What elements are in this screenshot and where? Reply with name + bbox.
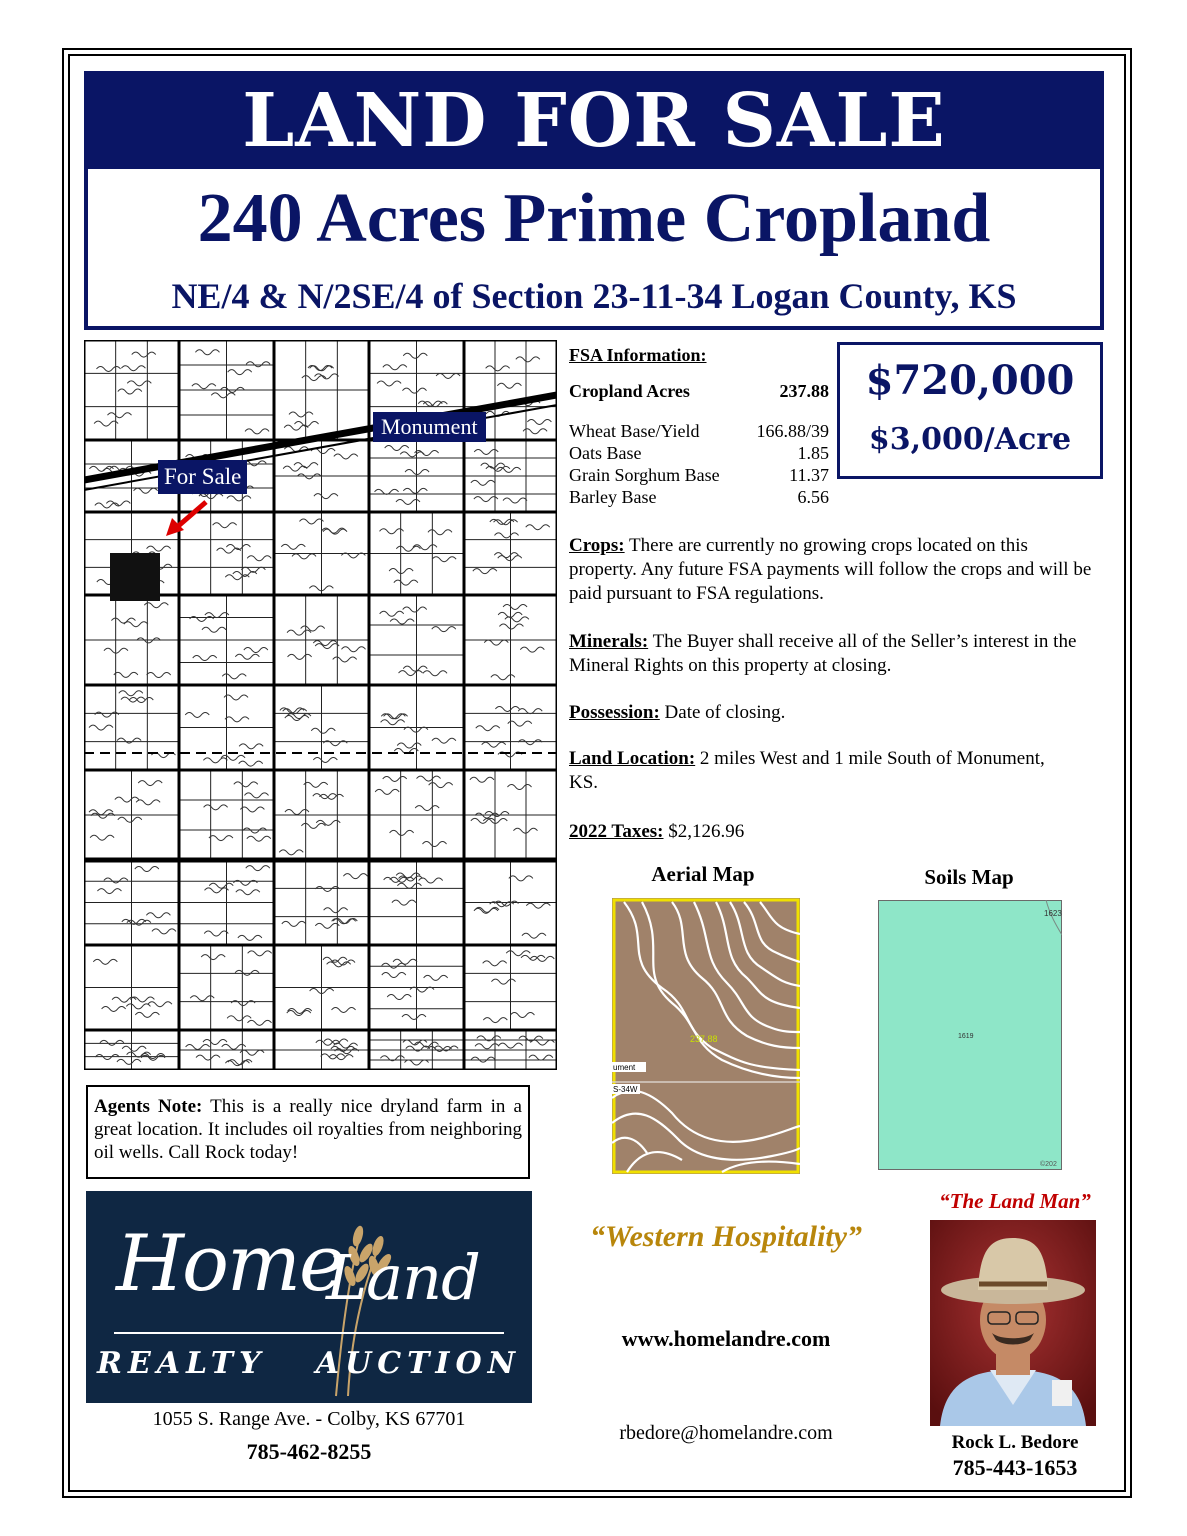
aerial-acres-label: 237.88 [690,1034,718,1044]
legal-description: NE/4 & N/2SE/4 of Section 23-11-34 Logan County, KS [171,276,1017,316]
taxes-paragraph [569,820,1099,844]
location-paragraph [569,747,1069,795]
for-sale-arrow-icon [162,498,212,545]
company-address: 1055 S. Range Ave. - Colby, KS 67701 [152,1408,466,1430]
possession-text: Date of closing. [659,702,786,723]
fsa-row [569,420,829,442]
homeland-logo [86,1191,532,1403]
minerals-text: The Buyer shall receive all of the Seller’s interest in the Mineral Rights on this property at closing. [569,631,1077,676]
possession-label: Possession: [569,702,660,723]
soils-map-image [878,900,1062,1170]
agent-phone: 785-443-1653 [952,1455,1078,1480]
aerial-monument-label: ument [613,1063,636,1072]
fsa-row-label: Grain Sorghum Base [569,465,720,485]
aerial-range-label: S-34W [613,1085,638,1094]
taxes-label: 2022 Taxes: [569,821,664,842]
logo-land: Land [326,1241,480,1314]
crops-label: Crops: [569,535,625,556]
price-box [837,342,1103,479]
soils-code: 1619 [958,1033,974,1040]
location-text: 2 miles West and 1 mile South of Monument, KS. [569,748,1045,793]
fsa-row [569,486,829,508]
banner-title: LAND FOR SALE [84,71,1104,165]
for-sale-label: For Sale [158,460,247,494]
soils-map [878,900,1062,1170]
fsa-row-value: 166.88/39 [756,421,829,441]
location-label: Land Location: [569,748,696,769]
agent-photo [930,1220,1096,1426]
minerals-label: Minerals: [569,631,649,652]
soils-corner-code: 1623 [1044,909,1062,918]
agent-nickname: “The Land Man” [939,1189,1091,1213]
agents-note-label: Agents Note: [94,1096,203,1117]
fsa-row-label: Wheat Base/Yield [569,421,700,441]
logo-home: Home [116,1219,344,1309]
slogan: “Western Hospitality” [590,1220,862,1253]
cropland-acres-value: 237.88 [779,381,829,401]
plat-map [84,340,557,1070]
total-price: $720,000 [865,357,1075,404]
fsa-row-value: 1.85 [797,443,829,463]
aerial-map-image [612,898,800,1174]
title-box [84,165,1104,330]
company-phone: 785-462-8255 [246,1439,372,1464]
plat-map-drawing [84,340,557,1070]
aerial-map-title: Aerial Map [651,862,755,886]
fsa-row [569,442,829,464]
minerals-paragraph [569,630,1099,678]
property-title: 240 Acres Prime Cropland [197,180,991,257]
fsa-heading: FSA Information: [569,345,707,365]
soils-copyright: ©202 [1040,1161,1057,1168]
crops-text: There are currently no growing crops located on this property. Any future FSA payments will follow the crops and will be paid pursuant to FSA regulations. [569,535,1092,604]
soils-map-title: Soils Map [924,865,1014,889]
agents-note-text: This is a really nice dryland farm in a great location. It includes oil royalties from neighboring oil wells. Call Rock today! [94,1096,522,1163]
fsa-row-value: 11.37 [789,465,829,485]
cropland-acres-label: Cropland Acres [569,381,690,401]
agent-name: Rock L. Bedore [951,1432,1079,1453]
monument-label: Monument [373,412,486,442]
crops-paragraph [569,534,1099,606]
fsa-row-label: Barley Base [569,487,657,507]
price-per-acre: $3,000/Acre [868,422,1072,457]
fsa-row [569,464,829,486]
cropland-acres-row [569,380,829,402]
fsa-information [569,345,829,508]
agents-note [86,1085,530,1179]
logo-tagline: REALTY AUCTION [96,1346,522,1381]
fsa-row-label: Oats Base [569,443,642,463]
aerial-map [612,898,800,1174]
fsa-row-value: 6.56 [797,487,829,507]
email-link[interactable]: rbedore@homelandre.com [619,1422,833,1444]
possession-paragraph [569,701,1099,725]
agent-portrait [930,1220,1096,1426]
website-link[interactable]: www.homelandre.com [621,1326,831,1351]
taxes-text: $2,126.96 [663,821,745,842]
